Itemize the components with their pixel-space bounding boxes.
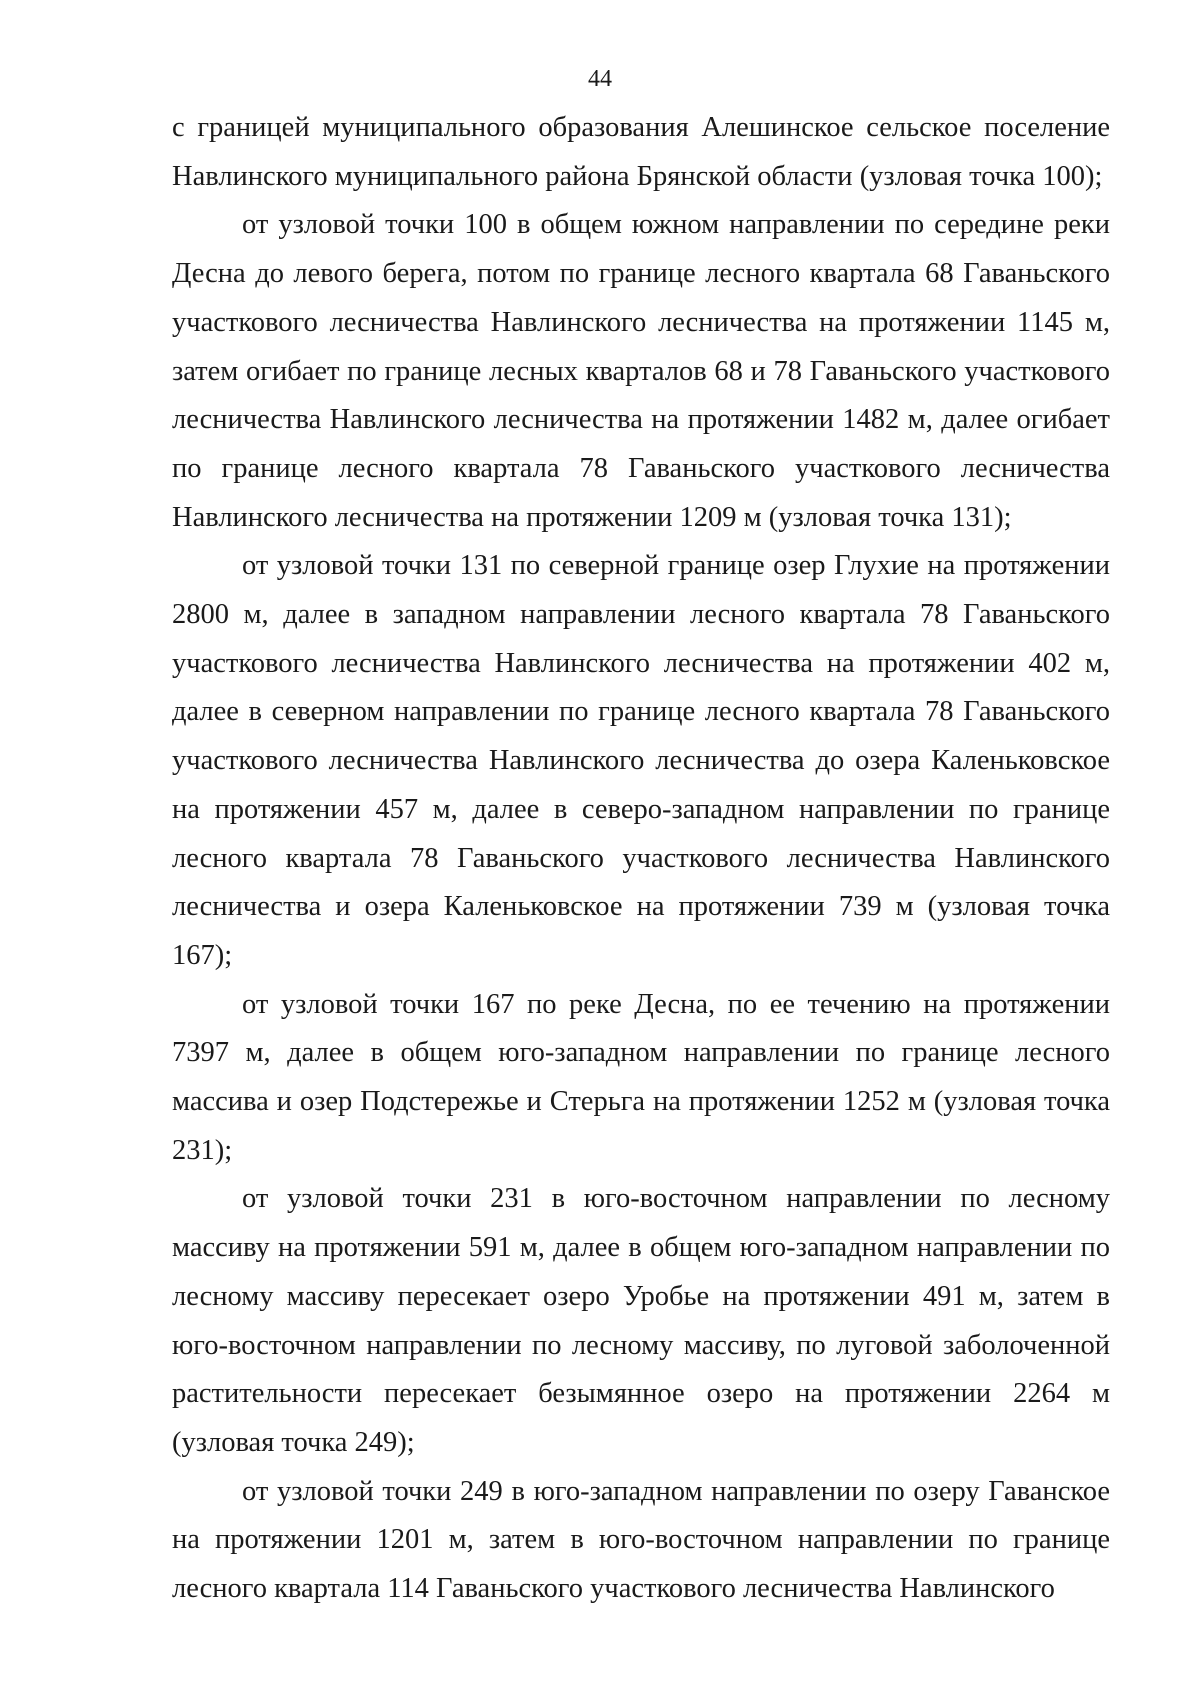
paragraph: от узловой точки 231 в юго-восточном направлении по лесному массиву на протяжении 591 м, далее в общем юго-западном направлении по лесному массиву пересекает озеро Уробье на протяжении 491 м, затем в юго-восточном направлении по лесному массиву, по луговой заболоченной растительности пересекает безымянное озеро на протяжении 2264 м (узловая точка 249); — [172, 1183, 1110, 1458]
document-body — [172, 104, 1110, 1614]
paragraph: от узловой точки 249 в юго-западном направлении по озеру Гаванское на протяжении 1201 м, затем в юго-восточном направлении по границе лесного квартала 114 Гаваньского участкового лесничества Навлинского — [172, 1475, 1110, 1605]
page-number: 44 — [588, 66, 612, 92]
paragraph: от узловой точки 100 в общем южном направлении по середине реки Десна до левого берега, потом по границе лесного квартала 68 Гаваньского участкового лесничества Навлинского лесничества на протяжении 1145 м, затем огибает по границе лесных кварталов 68 и 78 Гаваньского участкового лесничества Навлинского лесничества на протяжении 1482 м, далее огибает по границе лесного квартала 78 Гаваньского участкового лесничества Навлинского лесничества на протяжении 1209 м (узловая точка 131); — [172, 209, 1110, 533]
paragraph: от узловой точки 131 по северной границе озер Глухие на протяжении 2800 м, далее в западном направлении лесного квартала 78 Гаваньского участкового лесничества Навлинского лесничества на протяжении 402 м, далее в северном направлении по границе лесного квартала 78 Гаваньского участкового лесничества Навлинского лесничества до озера Каленьковское на протяжении 457 м, далее в северо-западном направлении по границе лесного квартала 78 Гаваньского участкового лесничества Навлинского лесничества и озера Каленьковское на протяжении 739 м (узловая точка 167); — [172, 550, 1110, 971]
paragraph: от узловой точки 167 по реке Десна, по ее течению на протяжении 7397 м, далее в общем юго-западном направлении по границе лесного массива и озер Подстережье и Стерьга на протяжении 1252 м (узловая точка 231); — [172, 988, 1110, 1166]
paragraph-continuation: с границей муниципального образования Алешинское сельское поселение Навлинского муниципального района Брянской области (узловая точка 100); — [172, 112, 1110, 192]
